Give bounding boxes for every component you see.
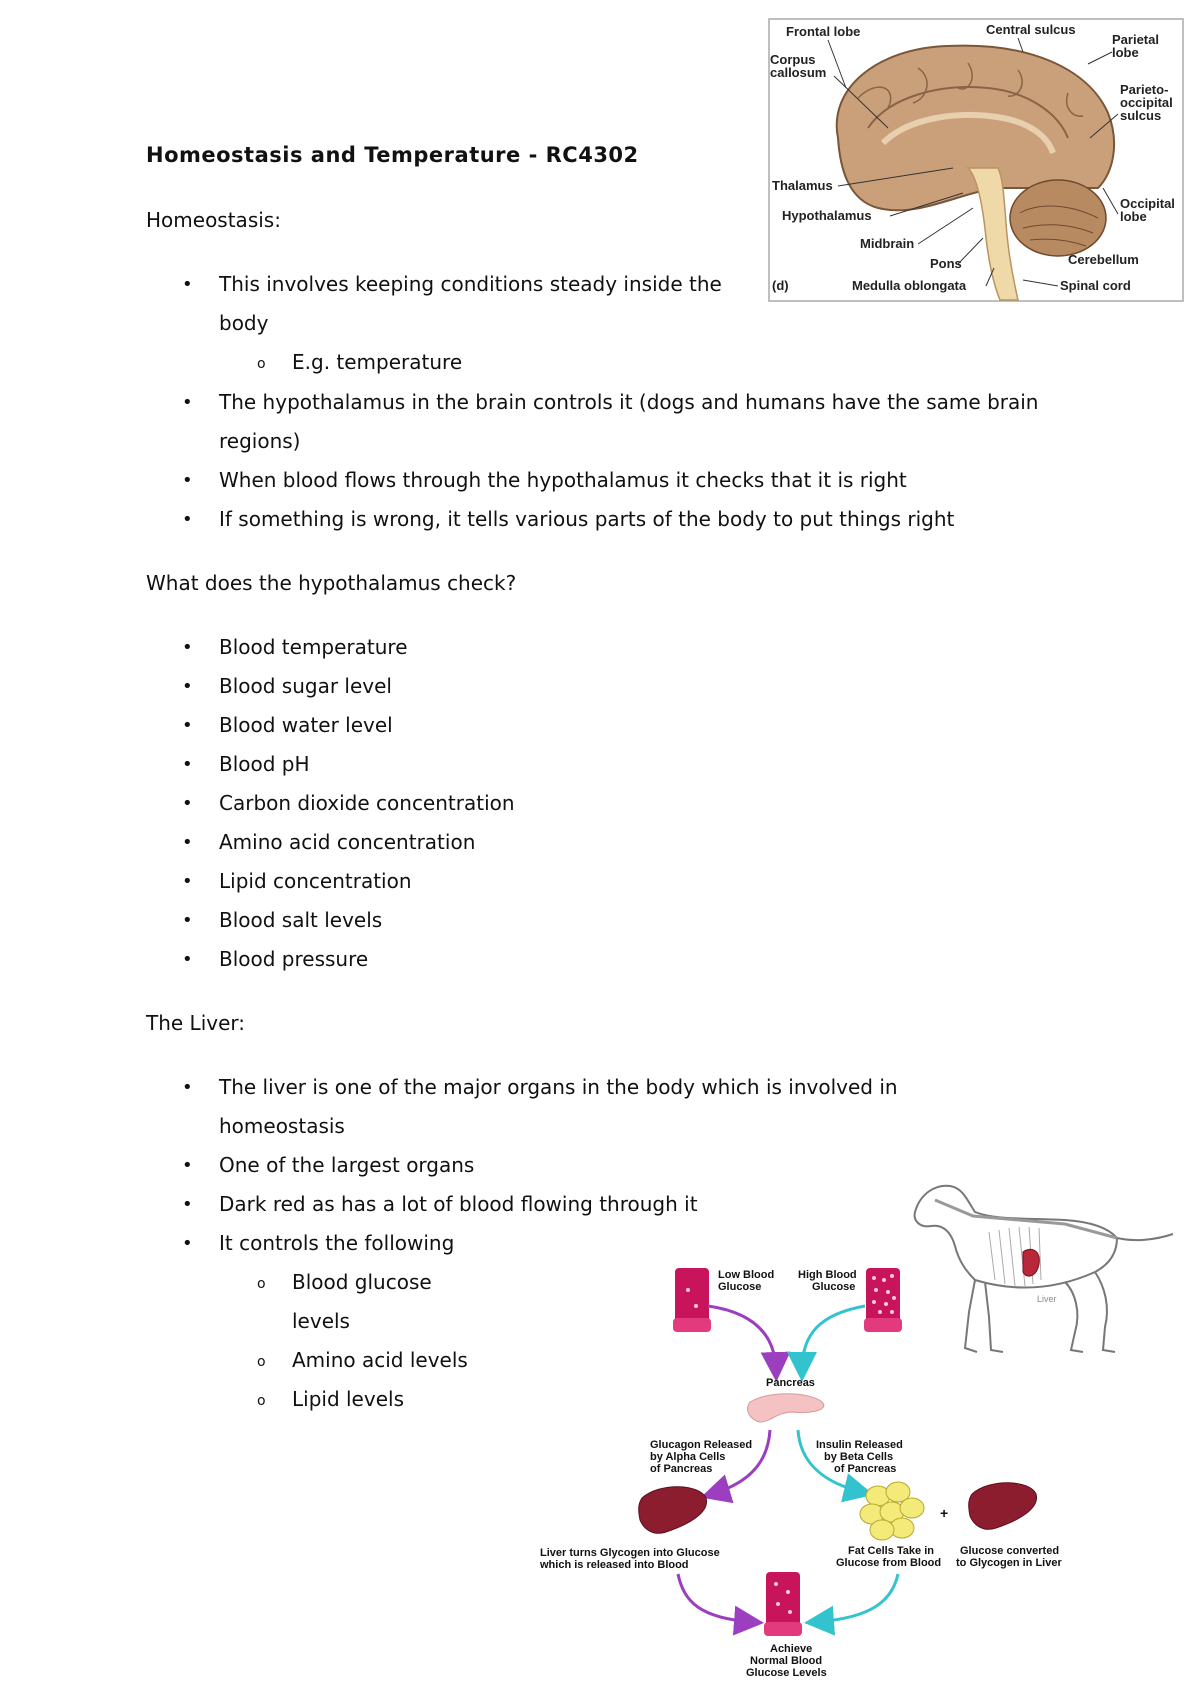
- insulin-label-1: Insulin Released: [816, 1439, 903, 1451]
- label-corpus-2: callosum: [770, 65, 827, 80]
- liver-turns-label-1: Liver turns Glycogen into Glucose: [540, 1547, 720, 1559]
- low-glucose-label-1: Low Blood: [718, 1269, 775, 1281]
- glucagon-label-2: by Alpha Cells: [650, 1451, 726, 1463]
- insulin-label-3: of Pancreas: [834, 1463, 897, 1475]
- list-item: o Amino acid levels: [219, 1341, 469, 1380]
- pancreas-label: Pancreas: [766, 1377, 815, 1389]
- check-heading: What does the hypothalamus check?: [146, 571, 517, 595]
- list-item: o E.g. temperature: [219, 343, 746, 382]
- insulin-label-2: by Beta Cells: [824, 1451, 894, 1463]
- label-spinal-cord: Spinal cord: [1060, 278, 1131, 293]
- list-item: • Carbon dioxide concentration: [146, 784, 1066, 823]
- fat-label-1: Fat Cells Take in: [848, 1545, 934, 1557]
- glucagon-label-3: of Pancreas: [650, 1463, 713, 1475]
- homeostasis-heading: Homeostasis:: [146, 208, 281, 232]
- liver-to-normal-arrow: [678, 1574, 752, 1622]
- list-item: • Dark red as has a lot of blood flowing through it: [146, 1185, 986, 1224]
- cerebellum-shape: [1010, 180, 1106, 256]
- glucagon-label-1: Glucagon Released: [650, 1439, 753, 1451]
- liver-left-shape: [639, 1487, 707, 1534]
- list-item: • Blood temperature: [146, 628, 1066, 667]
- list-item: • Amino acid concentration: [146, 823, 1066, 862]
- fat-to-normal-arrow: [816, 1574, 898, 1622]
- normal-glucose-tube: [764, 1572, 802, 1636]
- liver-right-shape: [969, 1483, 1037, 1530]
- list-item: o Lipid levels: [219, 1380, 469, 1419]
- liver-turns-label-2: which is released into Blood: [540, 1559, 689, 1571]
- list-item: • The liver is one of the major organs in the body which is involved in homeostasis: [146, 1068, 986, 1146]
- label-d: (d): [772, 278, 789, 293]
- label-occipital-2: lobe: [1120, 209, 1147, 224]
- plus-sign: +: [940, 1505, 949, 1521]
- label-hypothalamus: Hypothalamus: [782, 208, 872, 223]
- achieve-label-2: Normal Blood: [750, 1655, 823, 1667]
- low-to-pancreas-arrow: [708, 1306, 776, 1370]
- label-thalamus: Thalamus: [772, 178, 833, 193]
- check-list: [146, 628, 1066, 979]
- list-item: • When blood flows through the hypothalamus it checks that it is right: [146, 461, 1066, 500]
- label-corpus-1: Corpus: [770, 52, 816, 67]
- page-title: Homeostasis and Temperature - RC4302: [146, 143, 639, 167]
- list-item: • One of the largest organs: [146, 1146, 986, 1185]
- fat-cells: [860, 1482, 924, 1540]
- high-glucose-label-1: High Blood: [798, 1269, 857, 1281]
- label-po-3: sulcus: [1120, 108, 1162, 123]
- converted-label-1: Glucose converted: [960, 1545, 1060, 1557]
- label-po-1: Parieto-: [1120, 82, 1169, 97]
- low-glucose-tube: [673, 1268, 711, 1332]
- list-item: o Blood glucose levels: [219, 1263, 469, 1341]
- liver-heading: The Liver:: [146, 1011, 246, 1035]
- high-glucose-tube: [864, 1268, 902, 1332]
- list-item: • If something is wrong, it tells various parts of the body to put things right: [146, 500, 1066, 539]
- label-central-sulcus: Central sulcus: [986, 22, 1076, 37]
- glucose-regulation-diagram: [530, 1262, 1090, 1690]
- low-glucose-label-2: Glucose: [718, 1281, 762, 1293]
- label-parietal-1: Parietal: [1112, 32, 1159, 47]
- label-po-2: occipital: [1120, 95, 1173, 110]
- list-item: • Blood water level: [146, 706, 1066, 745]
- fat-label-2: Glucose from Blood: [836, 1557, 942, 1569]
- label-pons: Pons: [930, 256, 962, 271]
- list-item: • This involves keeping conditions steady inside the body o E.g. temperature: [146, 265, 746, 382]
- converted-label-2: to Glycogen in Liver: [956, 1557, 1062, 1569]
- high-glucose-label-2: Glucose: [812, 1281, 856, 1293]
- pancreas-shape: [748, 1394, 824, 1422]
- label-occipital-1: Occipital: [1120, 196, 1175, 211]
- homeostasis-list-cont: [146, 383, 1066, 539]
- homeostasis-list: [146, 265, 746, 382]
- list-item: • The hypothalamus in the brain controls it (dogs and humans have the same brain regions): [146, 383, 1066, 461]
- label-medulla: Medulla oblongata: [852, 278, 967, 293]
- label-cerebellum: Cerebellum: [1068, 252, 1139, 267]
- high-to-pancreas-arrow: [802, 1306, 865, 1370]
- label-midbrain: Midbrain: [860, 236, 915, 251]
- label-parietal-2: lobe: [1112, 45, 1139, 60]
- list-item: • Lipid concentration: [146, 862, 1066, 901]
- list-item: • Blood salt levels: [146, 901, 1066, 940]
- label-frontal-lobe: Frontal lobe: [786, 24, 861, 39]
- achieve-label-3: Glucose Levels: [746, 1667, 827, 1679]
- achieve-label-1: Achieve: [770, 1643, 813, 1655]
- dog-liver-label: Liver: [1037, 1294, 1057, 1304]
- list-item: • Blood sugar level: [146, 667, 1066, 706]
- list-item: • Blood pressure: [146, 940, 1066, 979]
- brain-diagram: [768, 18, 1184, 302]
- list-item: • It controls the following o Blood glucose levels o Amino acid levels o Lipid levels: [146, 1224, 986, 1419]
- list-item: • Blood pH: [146, 745, 1066, 784]
